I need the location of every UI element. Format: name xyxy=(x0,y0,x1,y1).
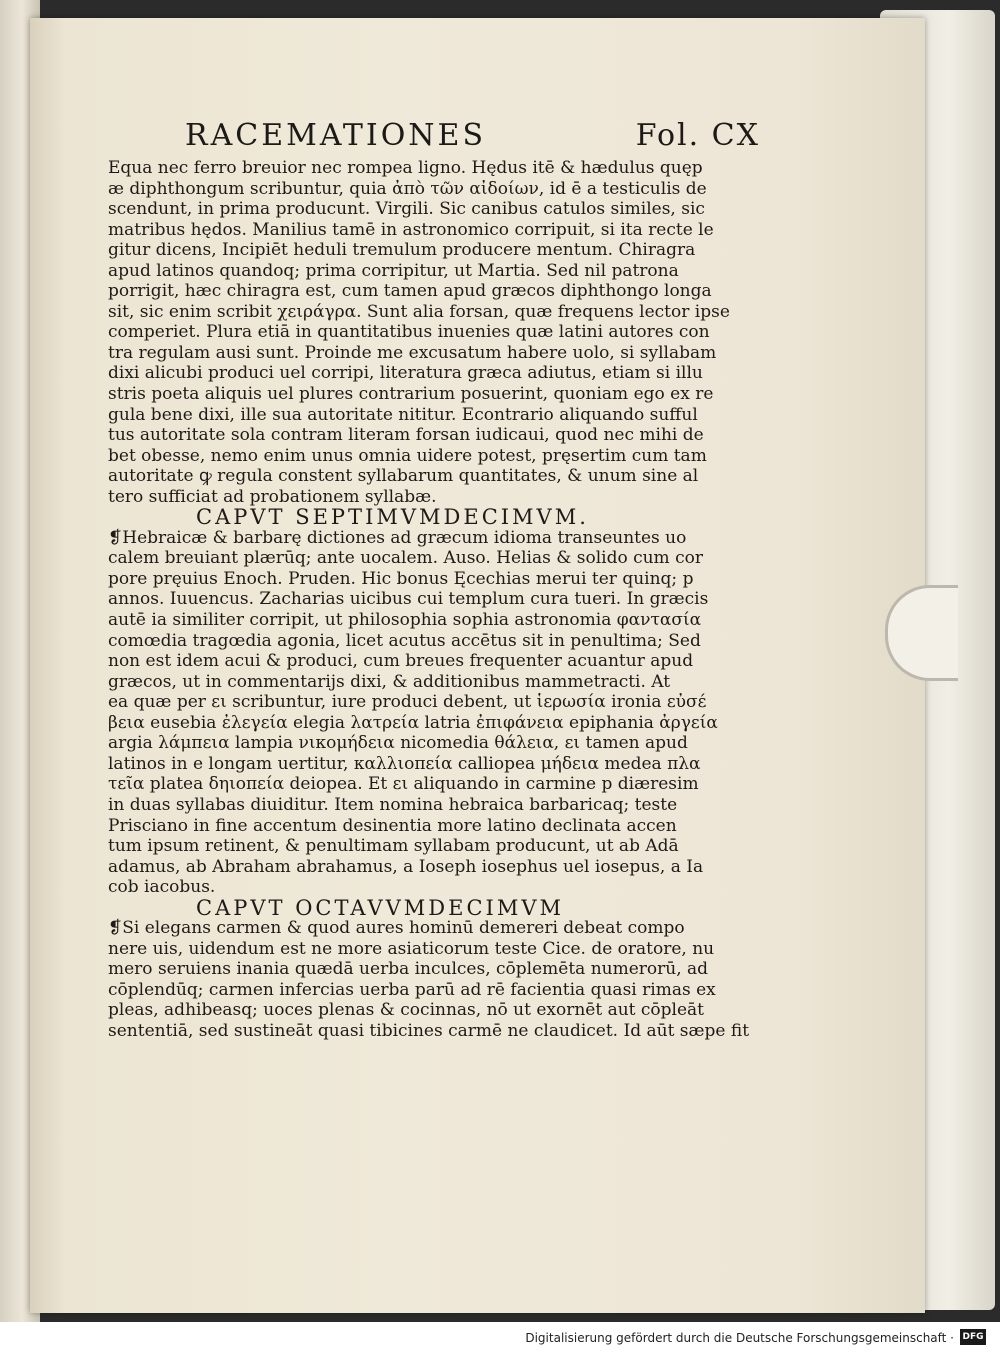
text-line: tero sufficiat ad probationem syllabæ. xyxy=(108,486,437,507)
page-header xyxy=(185,118,760,158)
text-line: Prisciano in fine accentum desinentia more latino declinata accen xyxy=(108,815,677,836)
text-line: porrigit, hæc chiragra est, cum tamen apud græcos diphthongo longa xyxy=(108,281,712,302)
text-line: autē ia similiter corripit, ut philosophia sophia astronomia φαντασία xyxy=(108,610,702,631)
text-line: Equa nec ferro breuior nec rompea ligno. Hędus itē & hædulus quęp xyxy=(108,158,703,178)
chapter-heading-18: CAPVT OCTAVVMDECIMVM xyxy=(196,895,565,920)
text-line: τεῖα platea δηιοπεία deiopea. Et ει aliquando in carmine p diæresim xyxy=(108,774,699,795)
text-line: in duas syllabas diuiditur. Item nomina hebraica barbaricaq; teste xyxy=(108,794,678,815)
text-line: tus autoritate sola contram literam forsan iudicaui, quod nec mihi de xyxy=(108,425,704,446)
text-line: græcos, ut in commentarijs dixi, & additionibus mammetracti. At xyxy=(108,671,671,692)
text-line: bet obesse, nemo enim unus omnia uidere potest, pręsertim cum tam xyxy=(108,445,707,466)
funding-credit: Digitalisierung gefördert durch die Deutsche Forschungsgemeinschaft · xyxy=(525,1331,954,1345)
text-line: tra regulam ausi sunt. Proinde me excusatum habere uolo, si syllabam xyxy=(108,342,717,363)
chapter-heading-17: CAPVT SEPTIMVMDECIMVM. xyxy=(196,505,589,530)
text-line: latinos in e longam uertitur, καλλιοπεία calliopea μήδεια medea πλα xyxy=(108,753,701,774)
text-line: gitur dicens, Incipiēt heduli tremulum producere mentum. Chiragra xyxy=(108,240,696,261)
folio-number: Fol. CX xyxy=(635,118,760,153)
text-line: stris poeta aliquis uel plures contrarium posuerint, quoniam ego ex re xyxy=(108,384,714,405)
text-line: gula bene dixi, ille sua autoritate nititur. Econtrario aliquando sufful xyxy=(108,404,698,425)
text-line: dixi alicubi produci uel corripi, literatura græca adiutus, etiam si illu xyxy=(108,363,703,384)
text-line: autoritate ꝙ regula constent syllabarum quantitates, & unum sine al xyxy=(108,466,699,487)
text-line: mero seruiens inania quædā uerba inculces, cōplemēta numerorū, ad xyxy=(108,959,709,980)
text-line: comœdia tragœdia agonia, licet acutus accētus sit in penultima; Sed xyxy=(108,630,701,651)
text-line: sententiā, sed sustineāt quasi tibicines carmē ne claudicet. Id aūt sæpe fit xyxy=(108,1020,750,1041)
text-line: calem breuiant plærūq; ante uocalem. Auso. Helias & solido cum cor xyxy=(108,548,703,569)
text-line: comperiet. Plura etiā in quantitatibus inuenies quæ latini autores con xyxy=(108,322,710,343)
text-line: pore pręuius Enoch. Pruden. Hic bonus Ęcechias merui ter quinq; p xyxy=(108,568,694,589)
text-line: ❡Si elegans carmen & quod aures hominū demereri debeat compo xyxy=(108,918,685,939)
text-line: adamus, ab Abraham abrahamus, a Ioseph iosephus uel iosepus, a Ia xyxy=(108,856,704,877)
text-line: tum ipsum retinent, & penultimam syllabam producunt, ut ab Adā xyxy=(108,836,679,857)
text-line: scendunt, in prima producunt. Virgili. Sic canibus catulos similes, sic xyxy=(108,199,705,220)
text-line: argia λάμπεια lampia νικομήδεια nicomedia θάλεια, ει tamen apud xyxy=(108,733,688,754)
text-line: æ diphthongum scribuntur, quia ἀπὸ τῶν αἰδοίων, id ē a testiculis de xyxy=(108,178,707,199)
text-line: nere uis, uidendum est ne more asiaticorum teste Cice. de oratore, nu xyxy=(108,938,715,959)
text-line: pleas, adhibeasq; uoces plenas & cocinnas, nō ut exornēt aut cōpleāt xyxy=(108,1000,705,1021)
footer-bar xyxy=(0,1322,1000,1354)
text-line: βεια eusebia ἐλεγεία elegia λατρεία latria ἐπιφάνεια epiphania ἀργεία xyxy=(108,712,718,733)
text-line: annos. Iuuencus. Zacharias uicibus cui templum cura tueri. In græcis xyxy=(108,589,709,610)
text-line: cōplendūq; carmen infercias uerba parū ad rē facientia quasi rimas ex xyxy=(108,979,716,1000)
text-line: non est idem acui & produci, cum breues frequenter acuantur apud xyxy=(108,651,694,672)
text-line: apud latinos quandoq; prima corripitur, ut Martia. Sed nil patrona xyxy=(108,260,679,281)
text-line: ea quæ per ει scribuntur, iure produci debent, ut ἱερωσία ironia εὐσέ xyxy=(108,692,707,713)
text-line: cob iacobus. xyxy=(108,877,216,898)
text-line: sit, sic enim scribit χειράγρα. Sunt alia forsan, quæ frequens lector ipse xyxy=(108,301,730,322)
text-line: ❡Hebraicæ & barbarę dictiones ad græcum idioma transeuntes uo xyxy=(108,527,687,548)
body-text xyxy=(108,158,768,1042)
text-line: matribus hędos. Manilius tamē in astronomico corripuit, si ita recte le xyxy=(108,219,714,240)
dfg-logo: DFG xyxy=(960,1329,986,1345)
running-head: RACEMATIONES xyxy=(185,118,487,153)
